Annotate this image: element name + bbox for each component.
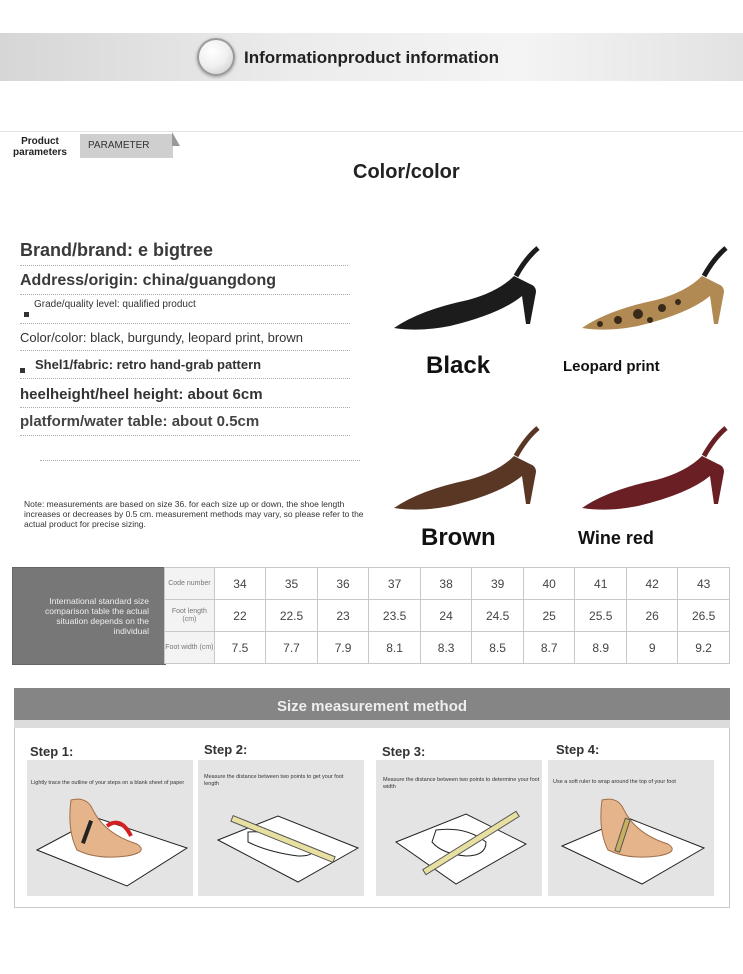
size-table-caption-box: [12, 567, 166, 665]
shoe-black-image: [390, 240, 550, 340]
table-cell: 34: [214, 568, 265, 600]
table-cell: 7.5: [214, 632, 265, 664]
dotted-divider: [40, 460, 360, 461]
dotted-divider: [20, 407, 350, 408]
table-cell: 8.3: [420, 632, 471, 664]
info-header-title: Informationproduct information: [244, 48, 499, 67]
size-table: [164, 567, 730, 664]
table-cell: 37: [369, 568, 421, 600]
table-cell: 35: [266, 568, 318, 600]
table-cell: 9.2: [678, 632, 730, 664]
shoe-label-leopard: Leopard print: [563, 358, 660, 375]
shoe-wine-red-image: [578, 420, 738, 520]
shoe-label-wine-red: Wine red: [578, 528, 654, 548]
dotted-divider: [20, 350, 350, 351]
dotted-divider: [20, 323, 350, 324]
step-4-desc: Use a soft ruler to wrap around the top of your foot: [553, 779, 676, 785]
measurement-title: Size measurement method: [276, 698, 468, 715]
spec-brand: Brand/brand: e bigtree: [20, 240, 214, 260]
table-cell: 8.7: [523, 632, 574, 664]
shoe-leopard-image: [578, 240, 738, 340]
dotted-divider: [20, 378, 350, 379]
spec-address: Address/origin: china/guangdong: [20, 272, 276, 289]
param-tab-right: [80, 134, 173, 158]
circle-icon: [197, 38, 235, 76]
table-cell: 22: [214, 600, 265, 632]
step-1-illustration: [27, 790, 193, 890]
table-cell: 22.5: [266, 600, 318, 632]
table-cell: 8.9: [575, 632, 627, 664]
row-header: Foot width (cm): [165, 632, 215, 664]
divider: [0, 131, 743, 132]
param-tab-left: [0, 132, 80, 160]
color-section-title: Color/color: [353, 161, 460, 183]
row-header: Foot length (cm): [165, 600, 215, 632]
corner-notch-icon: [172, 132, 180, 146]
table-cell: 42: [627, 568, 678, 600]
step-3-desc: Measure the distance between two points to determine your foot width: [383, 777, 540, 790]
param-tab-left-label: Product parameters: [13, 136, 67, 158]
step-3-illustration: [376, 790, 542, 890]
step-4-illustration: [548, 790, 714, 890]
table-cell: 8.1: [369, 632, 421, 664]
spec-shell: Shel1/fabric: retro hand-grab pattern: [35, 357, 262, 372]
table-cell: 39: [472, 568, 524, 600]
table-row: [165, 600, 730, 632]
table-cell: 43: [678, 568, 730, 600]
shoe-label-brown: Brown: [421, 524, 496, 551]
size-table-caption: International standard size comparison table the actual situation depends on the individual: [45, 596, 149, 636]
table-cell: 25.5: [575, 600, 627, 632]
table-cell: 38: [420, 568, 471, 600]
step-4-title: Step 4:: [556, 742, 600, 757]
measurement-header: [14, 688, 730, 720]
shoe-brown-image: [390, 420, 550, 520]
spec-grade: Grade/quality level: qualified product: [34, 299, 196, 310]
table-cell: 41: [575, 568, 627, 600]
table-cell: 23.5: [369, 600, 421, 632]
table-cell: 40: [523, 568, 574, 600]
step-1-desc: Lightly trace the outline of your steps on a blank sheet of paper: [31, 780, 185, 786]
spec-color: Color/color: black, burgundy, leopard print, brown: [20, 330, 304, 345]
table-cell: 7.9: [317, 632, 368, 664]
table-cell: 7.7: [266, 632, 318, 664]
table-cell: 8.5: [472, 632, 524, 664]
table-cell: 9: [627, 632, 678, 664]
table-cell: 23: [317, 600, 368, 632]
step-1-title: Step 1:: [30, 744, 74, 759]
dotted-divider: [20, 435, 350, 436]
step-3-title: Step 3:: [382, 744, 426, 759]
table-cell: 25: [523, 600, 574, 632]
row-header: Code number: [165, 568, 215, 600]
size-note: Note: measurements are based on size 36. for each size up or down, the shoe length increases or decreases by 0.5 cm. measurement methods may vary, so please refer to the actual product for precise sizing.: [24, 499, 364, 529]
step-2-title: Step 2:: [204, 742, 248, 757]
table-cell: 36: [317, 568, 368, 600]
param-tab-right-label: PARAMETER: [88, 140, 150, 151]
step-2-illustration: [198, 790, 364, 890]
spec-heel: heelheight/heel height: about 6cm: [20, 386, 263, 403]
dotted-divider: [20, 294, 350, 295]
table-cell: 24: [420, 600, 471, 632]
table-row: [165, 632, 730, 664]
dotted-divider: [20, 265, 348, 266]
table-cell: 26: [627, 600, 678, 632]
shoe-label-black: Black: [426, 352, 491, 379]
measurement-subband: [14, 720, 730, 728]
table-cell: 26.5: [678, 600, 730, 632]
table-row: [165, 568, 730, 600]
step-2-desc: Measure the distance between two points to get your foot length: [204, 774, 344, 787]
spec-platform: platform/water table: about 0.5cm: [20, 413, 260, 430]
table-cell: 24.5: [472, 600, 524, 632]
